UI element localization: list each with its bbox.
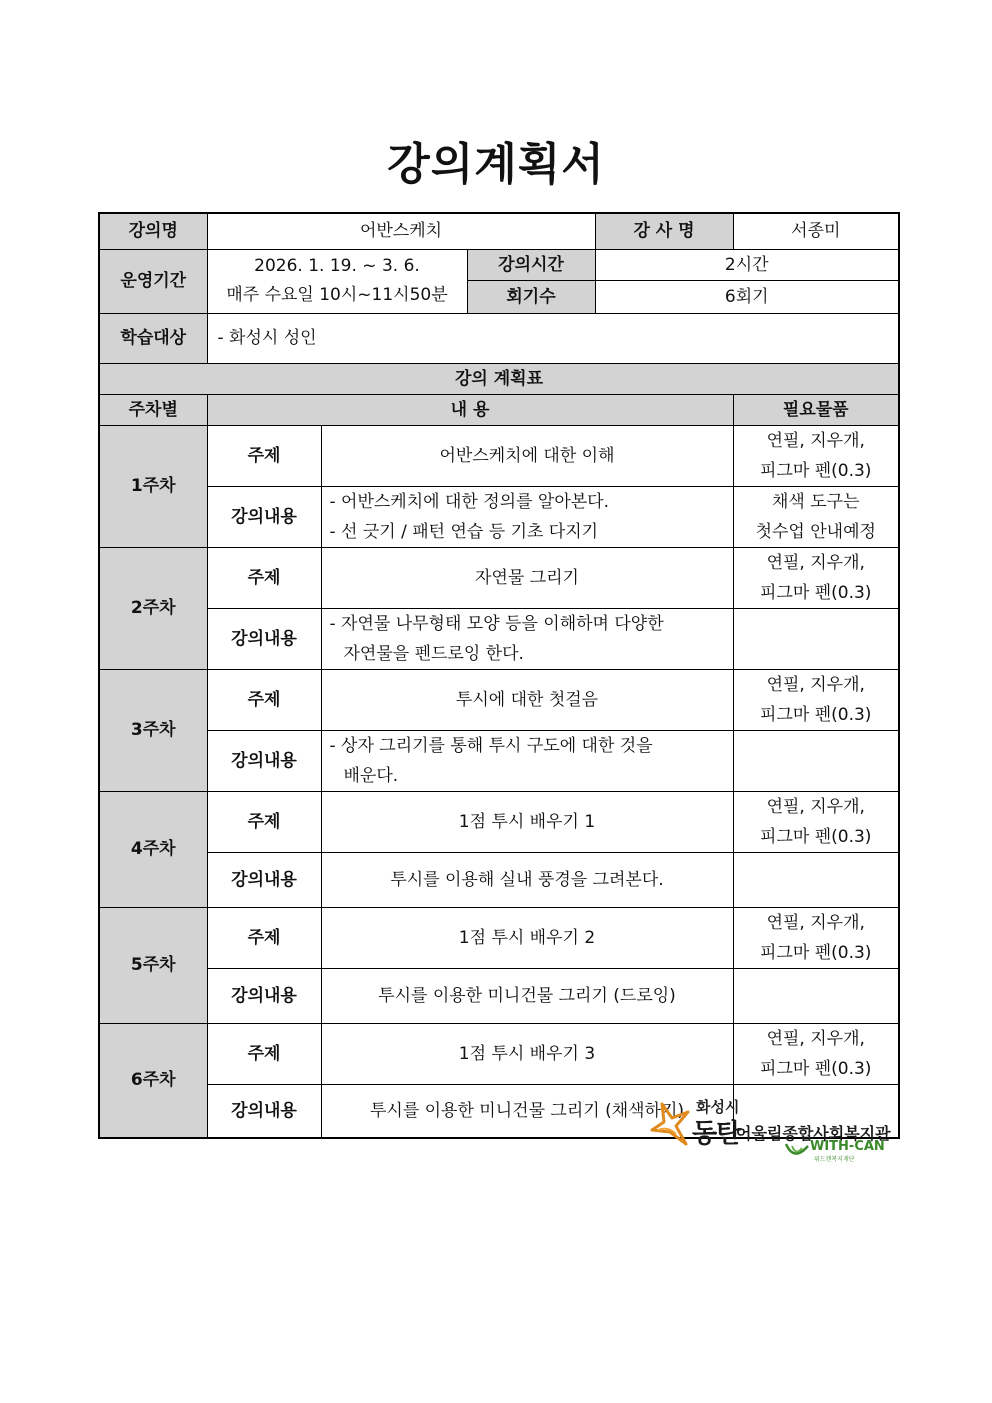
week-5-materials-line-2: 피그마 펜(0.3) xyxy=(760,942,872,963)
star-swoosh-icon xyxy=(648,1100,692,1148)
week-3-materials-line-1: 연필, 지우개, xyxy=(766,674,865,695)
week-2-materials-line-2: 피그마 펜(0.3) xyxy=(760,582,872,603)
logo-name-big: 동탄 xyxy=(692,1119,741,1149)
week-1-topic-row xyxy=(99,425,899,486)
week-1-materials-extra-line-2: 첫수업 안내예정 xyxy=(755,521,876,542)
week-column-header: 주차별 xyxy=(99,394,207,425)
week-5-topic-row xyxy=(99,907,899,968)
week-3-materials-line-2: 피그마 펜(0.3) xyxy=(760,704,872,725)
logo-foundation-sub: 위드캔복지재단 xyxy=(814,1156,855,1163)
logo-city: 화성시 xyxy=(696,1098,740,1116)
week-5-topic: 1점 투시 배우기 2 xyxy=(321,907,733,968)
week-5-materials xyxy=(733,907,899,968)
week-4-materials-line-1: 연필, 지우개, xyxy=(766,796,865,817)
week-5-content: 투시를 이용한 미니건물 그리기 (드로잉) xyxy=(321,968,733,1023)
week-1-topic-label: 주제 xyxy=(207,425,321,486)
week-1-materials-extra-line-1: 채색 도구는 xyxy=(771,491,860,512)
week-1-materials-line-1: 연필, 지우개, xyxy=(766,430,865,451)
course-plan-table xyxy=(98,212,900,1139)
week-2-content-label: 강의내용 xyxy=(207,608,321,669)
week-3-topic-label: 주제 xyxy=(207,669,321,730)
week-1-content-label: 강의내용 xyxy=(207,486,321,547)
target-label: 학습대상 xyxy=(99,313,207,363)
week-3-materials xyxy=(733,669,899,730)
target-value: - 화성시 성인 xyxy=(207,313,899,363)
week-3-topic-row xyxy=(99,669,899,730)
content-column-header: 내 용 xyxy=(207,394,733,425)
week-3-label: 3주차 xyxy=(99,669,207,791)
week-4-materials xyxy=(733,791,899,852)
week-3-topic: 투시에 대한 첫걸음 xyxy=(321,669,733,730)
week-2-topic: 자연물 그리기 xyxy=(321,547,733,608)
week-3-content-line-1: - 상자 그리기를 통해 투시 구도에 대한 것을 xyxy=(329,735,653,756)
week-6-materials-line-1: 연필, 지우개, xyxy=(766,1028,865,1049)
week-3-content xyxy=(321,730,733,791)
week-4-topic-row xyxy=(99,791,899,852)
week-5-topic-label: 주제 xyxy=(207,907,321,968)
week-4-materials-line-2: 피그마 펜(0.3) xyxy=(760,826,872,847)
hours-label: 강의시간 xyxy=(467,249,595,280)
week-4-materials-empty xyxy=(733,852,899,907)
week-2-materials-empty xyxy=(733,608,899,669)
week-4-content: 투시를 이용해 실내 풍경을 그려본다. xyxy=(321,852,733,907)
week-2-content-line-2: 자연물을 펜드로잉 한다. xyxy=(343,643,524,664)
week-1-materials xyxy=(733,425,899,486)
hours-value: 2시간 xyxy=(595,249,899,280)
week-5-content-label: 강의내용 xyxy=(207,968,321,1023)
period-dates: 2026. 1. 19. ~ 3. 6. xyxy=(254,256,420,276)
week-1-materials-line-2: 피그마 펜(0.3) xyxy=(760,460,872,481)
week-4-label: 4주차 xyxy=(99,791,207,907)
period-value xyxy=(207,249,467,313)
week-6-content-label: 강의내용 xyxy=(207,1084,321,1138)
sessions-label: 회기수 xyxy=(467,280,595,313)
week-1-topic: 어반스케치에 대한 이해 xyxy=(321,425,733,486)
week-2-materials-line-1: 연필, 지우개, xyxy=(766,552,865,573)
week-1-content-line-2: - 선 긋기 / 패턴 연습 등 기초 다지기 xyxy=(329,521,599,542)
period-row xyxy=(99,249,899,280)
week-6-topic: 1점 투시 배우기 3 xyxy=(321,1023,733,1084)
week-6-materials-line-2: 피그마 펜(0.3) xyxy=(760,1058,872,1079)
week-5-materials-empty xyxy=(733,968,899,1023)
plan-section-row xyxy=(99,363,899,394)
leaf-icon xyxy=(784,1140,810,1162)
week-6-topic-label: 주제 xyxy=(207,1023,321,1084)
welfare-center-logo xyxy=(648,1094,898,1164)
week-4-content-label: 강의내용 xyxy=(207,852,321,907)
week-2-content-row xyxy=(99,608,899,669)
week-2-topic-row xyxy=(99,547,899,608)
week-4-content-row xyxy=(99,852,899,907)
target-row xyxy=(99,313,899,363)
course-name-row xyxy=(99,213,899,249)
week-2-content-line-1: - 자연물 나무형태 모양 등을 이해하며 다양한 xyxy=(329,613,664,634)
page-title: 강의계획서 xyxy=(387,139,605,190)
plan-section-title: 강의 계획표 xyxy=(99,363,899,394)
course-name-value: 어반스케치 xyxy=(207,213,595,249)
week-5-content-row xyxy=(99,968,899,1023)
week-6-label: 6주차 xyxy=(99,1023,207,1138)
week-1-materials-extra xyxy=(733,486,899,547)
logo-name-rest: 어울림종합사회복지관 xyxy=(736,1124,891,1143)
materials-column-header: 필요물품 xyxy=(733,394,899,425)
week-6-topic-row xyxy=(99,1023,899,1084)
sessions-value: 6회기 xyxy=(595,280,899,313)
plan-header-row xyxy=(99,394,899,425)
week-3-materials-empty xyxy=(733,730,899,791)
week-5-label: 5주차 xyxy=(99,907,207,1023)
instructor-label: 강 사 명 xyxy=(595,213,733,249)
course-name-label: 강의명 xyxy=(99,213,207,249)
week-6-content: 투시를 이용한 미니건물 그리기 (채색하기) xyxy=(321,1084,733,1138)
instructor-value: 서종미 xyxy=(733,213,899,249)
week-5-materials-line-1: 연필, 지우개, xyxy=(766,912,865,933)
week-6-materials xyxy=(733,1023,899,1084)
week-2-materials xyxy=(733,547,899,608)
logo-foundation: WITH-CAN xyxy=(810,1139,885,1154)
week-1-label: 1주차 xyxy=(99,425,207,547)
week-2-label: 2주차 xyxy=(99,547,207,669)
week-1-content-line-1: - 어반스케치에 대한 정의를 알아본다. xyxy=(329,491,609,512)
period-label: 운영기간 xyxy=(99,249,207,313)
week-3-content-label: 강의내용 xyxy=(207,730,321,791)
week-1-content-row xyxy=(99,486,899,547)
week-3-content-row xyxy=(99,730,899,791)
week-4-topic: 1점 투시 배우기 1 xyxy=(321,791,733,852)
week-3-content-line-2: 배운다. xyxy=(343,765,399,786)
week-2-topic-label: 주제 xyxy=(207,547,321,608)
period-schedule: 매주 수요일 10시~11시50분 xyxy=(226,285,448,305)
week-2-content xyxy=(321,608,733,669)
week-1-content xyxy=(321,486,733,547)
week-4-topic-label: 주제 xyxy=(207,791,321,852)
